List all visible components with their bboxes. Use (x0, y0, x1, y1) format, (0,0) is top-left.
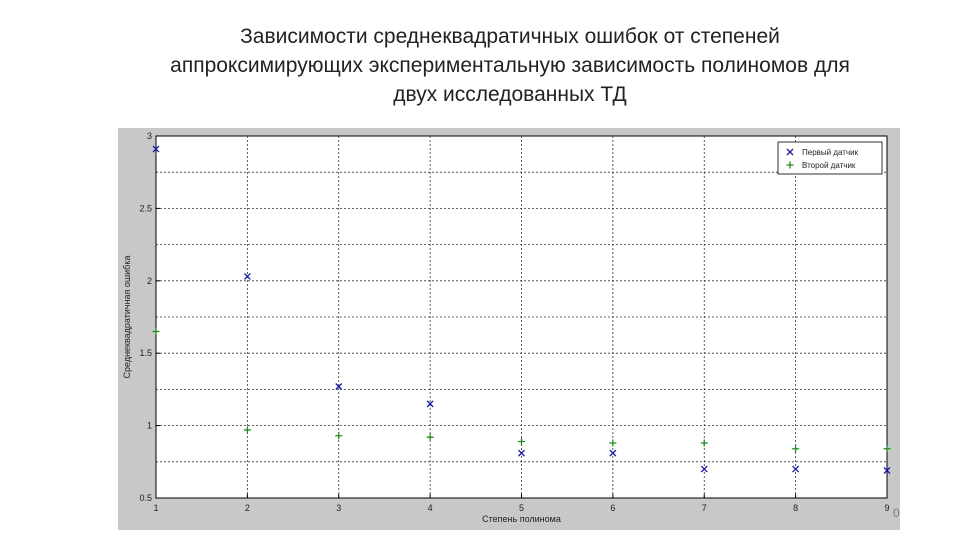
y-tick-label: 0.5 (139, 493, 152, 503)
x-tick-label: 1 (153, 503, 159, 513)
x-tick-label: 5 (518, 503, 525, 513)
legend-label: Первый датчик (802, 148, 859, 157)
x-tick-label: 2 (244, 503, 250, 513)
x-tick-label: 7 (701, 503, 707, 513)
x-tick-label: 8 (793, 503, 799, 513)
x-tick-label: 3 (336, 503, 342, 513)
y-tick-label: 3 (146, 131, 152, 141)
x-tick-label: 9 (884, 503, 890, 513)
x-tick-label: 4 (427, 503, 433, 513)
x-tick-label: 6 (610, 503, 616, 513)
y-tick-label: 1 (146, 420, 152, 431)
slide-title-line-2: аппроксимирующих экспериментальную зависимость полиномов для (170, 54, 850, 77)
slide-title (60, 22, 960, 109)
y-tick-label: 2 (146, 275, 152, 286)
slide-title-line-1: Зависимости среднеквадратичных ошибок от степеней (240, 25, 780, 48)
legend-label: Второй датчик (802, 161, 856, 170)
y-tick-label: 2.5 (139, 203, 152, 214)
scatter-chart (118, 128, 900, 530)
slide-title-line-3: двух исследованных ТД (393, 83, 627, 106)
page-number: 0 (893, 506, 900, 520)
y-tick-label: 1.5 (139, 348, 152, 359)
y-axis-label: Среднеквадратичная ошибка (122, 255, 132, 379)
figure-panel (118, 128, 900, 530)
x-axis-label: Степень полинома (482, 514, 561, 524)
